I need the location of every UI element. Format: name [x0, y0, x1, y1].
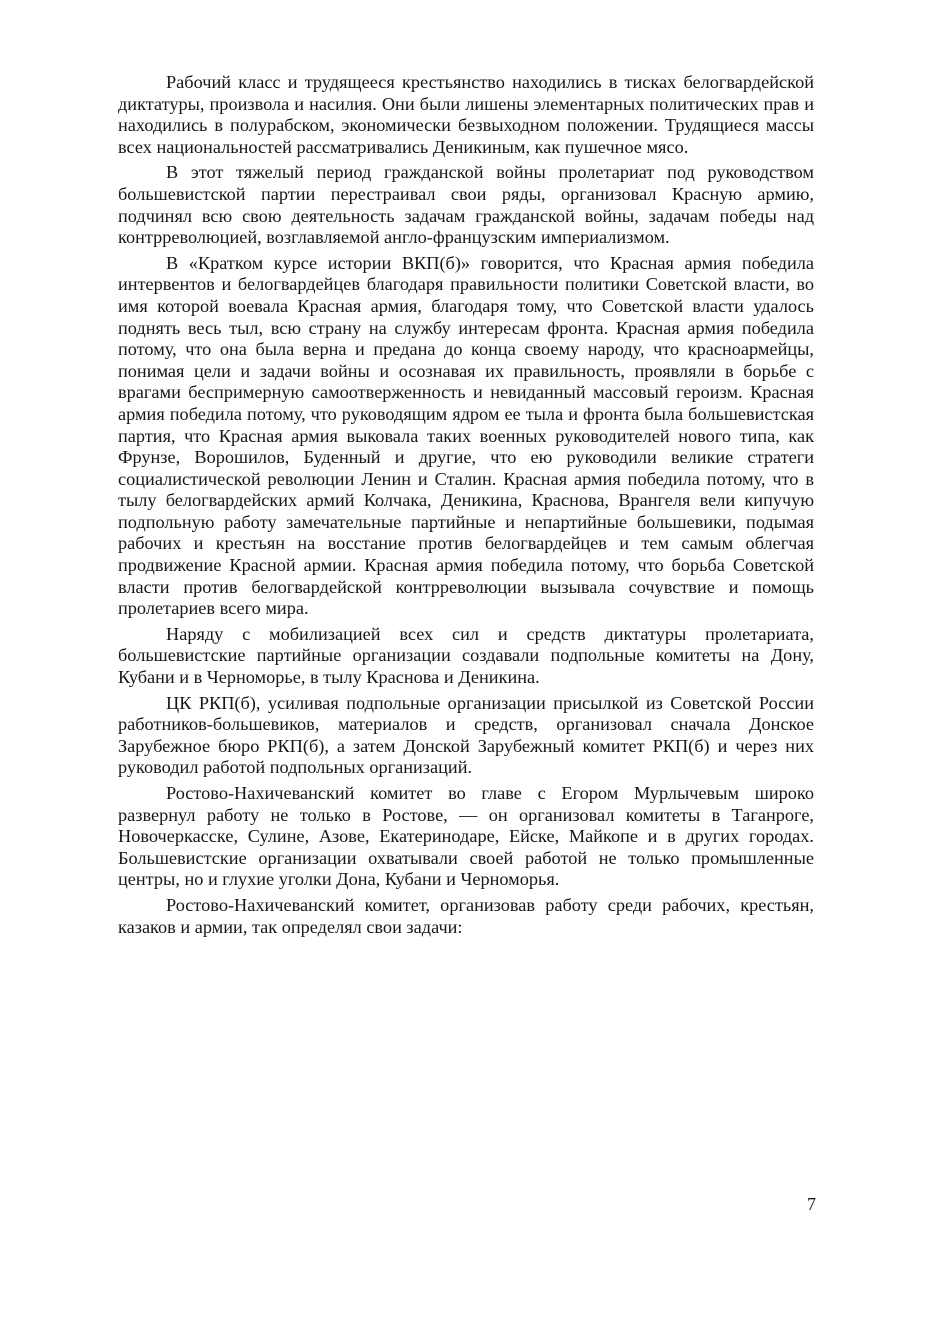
paragraph-4: Наряду с мобилизацией всех сил и средств диктатуры пролетариата, большевистские партийные организации создавали подпольные комитеты на Дону, Кубани и в Черноморье, в тылу Краснова и Деникина. [118, 623, 814, 688]
paragraph-5: ЦК РКП(б), усиливая подпольные организации присылкой из Советской России работников-большевиков, материалов и средств, организовал сначала Донское Зарубежное бюро РКП(б), а затем Донской Зарубежный комитет РКП(б) и через них руководил работой подпольных организаций. [118, 692, 814, 778]
body-text [118, 72, 814, 942]
paragraph-7: Ростово-Нахичеванский комитет, организовав работу среди рабочих, крестьян, казаков и армии, так определял свои задачи: [118, 894, 814, 937]
paragraph-6: Ростово-Нахичеванский комитет во главе с Егором Мурлычевым широко развернул работу не только в Ростове, — он организовал комитеты в Таганроге, Новочеркасске, Сулине, Азове, Екатеринодаре, Ейске, Майкопе и в других городах. Большевистские организации охватывали своей работой не только промышленные центры, но и глухие уголки Дона, Кубани и Черноморья. [118, 783, 814, 890]
paragraph-3: В «Кратком курсе истории ВКП(б)» говорится, что Красная армия победила интервентов и белогвардейцев благодаря правильности политики Советской власти, во имя которой воевала Красная армия, благодаря тому, что Советской власти удалось поднять весь тыл, всю страну на службу интересам фронта. Красная армия победила потому, что она была верна и предана до конца своему народу, что красноармейцы, понимая цели и задачи войны и осознавая их правильность, проявляли в борьбе с врагами беспримерную самоотверженность и невиданный массовый героизм. Красная армия победила потому, что руководящим ядром ее тыла и фронта была большевистская партия, что Красная армия выковала таких военных руководителей нового типа, как Фрунзе, Ворошилов, Буденный и другие, что ею руководили великие стратеги социалистической революции Ленин и Сталин. Красная армия победила потому, что в тылу белогвардейских армий Колчака, Деникина, Краснова, Врангеля вели кипучую подпольную работу замечательные партийные и непартийные большевики, подымая рабочих и крестьян на восстание против белогвардейцев и тем самым облегчая продвижение Красной армии. Красная армия победила потому, что борьба Советской власти против белогвардейской контрреволюции вызывала сочувствие и помощь пролетариев всего мира. [118, 252, 814, 619]
page-number: 7 [807, 1194, 816, 1214]
paragraph-2: В этот тяжелый период гражданской войны пролетариат под руководством большевистской партии перестраивал свои ряды, организовал Красную армию, подчинял всю свою деятельность задачам гражданской войны, задачам победы над контрреволюцией, возглавляемой англо-французским империализмом. [118, 162, 814, 248]
paragraph-1: Рабочий класс и трудящееся крестьянство находились в тисках белогвардейской диктатуры, произвола и насилия. Они были лишены элементарных политических прав и находились в полурабском, экономически безвыходном положении. Трудящиеся массы всех национальностей рассматривались Деникиным, как пушечное мясо. [118, 72, 814, 157]
